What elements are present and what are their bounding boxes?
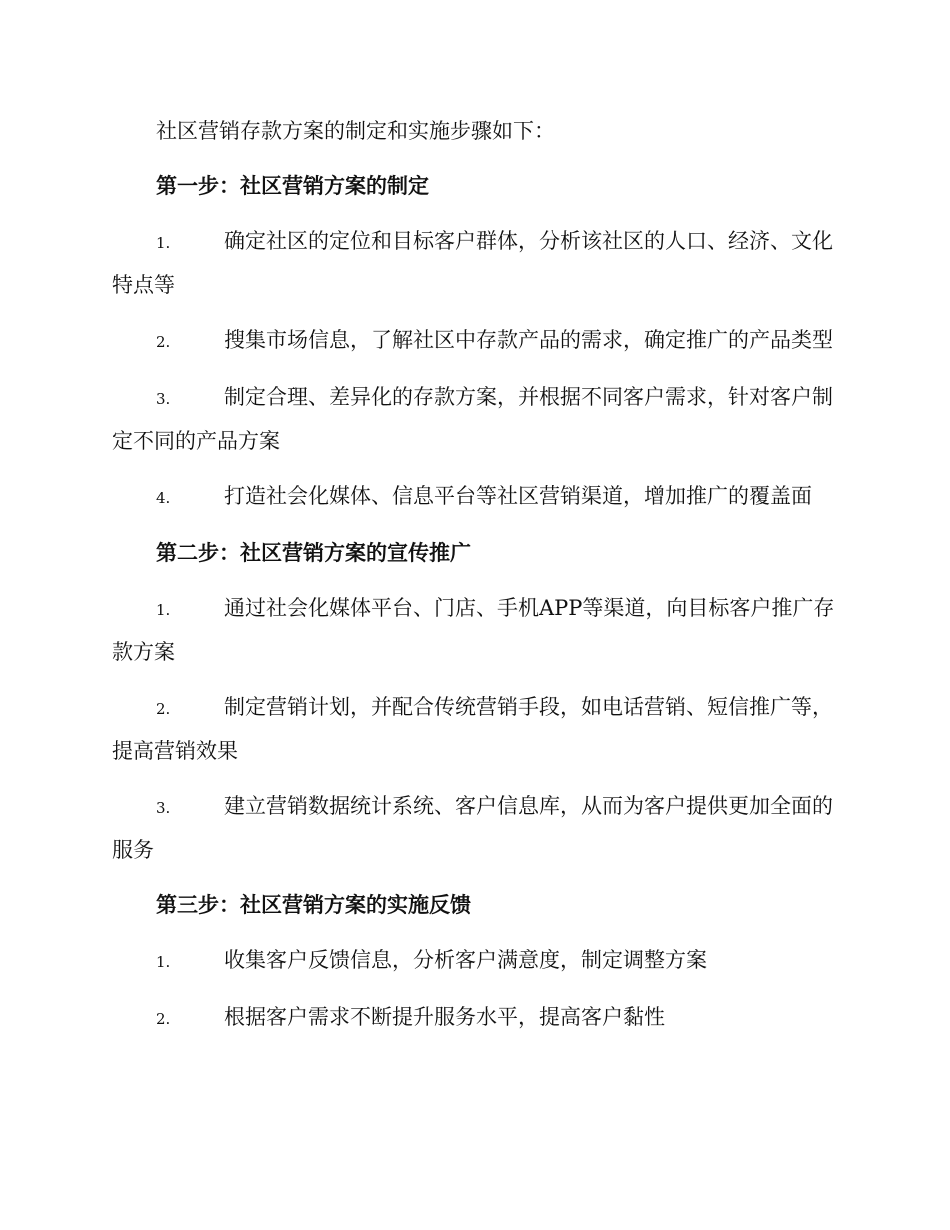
list-item	[112, 319, 838, 363]
list-item	[112, 785, 838, 871]
section-heading-1: 第一步：社区营销方案的制定	[156, 173, 429, 198]
list-item	[112, 587, 838, 673]
list-item	[112, 475, 838, 519]
list-item-number: 3.	[156, 799, 171, 817]
section-heading-2: 第二步：社区营销方案的宣传推广	[156, 540, 471, 565]
list-item-number: 1.	[156, 234, 171, 252]
list-item-text: 建立营销数据统计系统、客户信息库，从而为客户提供更加全面的服务	[112, 794, 833, 862]
list-item	[112, 376, 838, 462]
list-item	[112, 996, 838, 1040]
list-item-text: 搜集市场信息，了解社区中存款产品的需求，确定推广的产品类型	[224, 328, 833, 352]
list-item-number: 2.	[156, 1010, 171, 1028]
section-heading-3: 第三步：社区营销方案的实施反馈	[156, 892, 471, 917]
list-item	[112, 220, 838, 306]
list-item	[112, 939, 838, 983]
list-item	[112, 686, 838, 772]
document-body	[112, 110, 838, 1053]
list-item-text: 制定合理、差异化的存款方案，并根据不同客户需求，针对客户制定不同的产品方案	[112, 385, 833, 453]
list-item-number: 3.	[156, 390, 171, 408]
intro-paragraph: 社区营销存款方案的制定和实施步骤如下：	[156, 119, 555, 143]
list-item-text: 制定营销计划，并配合传统营销手段，如电话营销、短信推广等，提高营销效果	[112, 695, 833, 763]
list-item-number: 4.	[156, 489, 171, 507]
list-item-number: 1.	[156, 953, 171, 971]
list-item-text: 确定社区的定位和目标客户群体，分析该社区的人口、经济、文化特点等	[112, 229, 833, 297]
list-item-text: 根据客户需求不断提升服务水平，提高客户黏性	[224, 1005, 665, 1029]
list-item-number: 2.	[156, 333, 171, 351]
list-item-number: 2.	[156, 700, 171, 718]
list-item-text: 通过社会化媒体平台、门店、手机APP等渠道，向目标客户推广存款方案	[112, 596, 835, 664]
list-item-number: 1.	[156, 601, 171, 619]
list-item-text: 收集客户反馈信息，分析客户满意度，制定调整方案	[224, 948, 707, 972]
list-item-text: 打造社会化媒体、信息平台等社区营销渠道，增加推广的覆盖面	[224, 484, 812, 508]
